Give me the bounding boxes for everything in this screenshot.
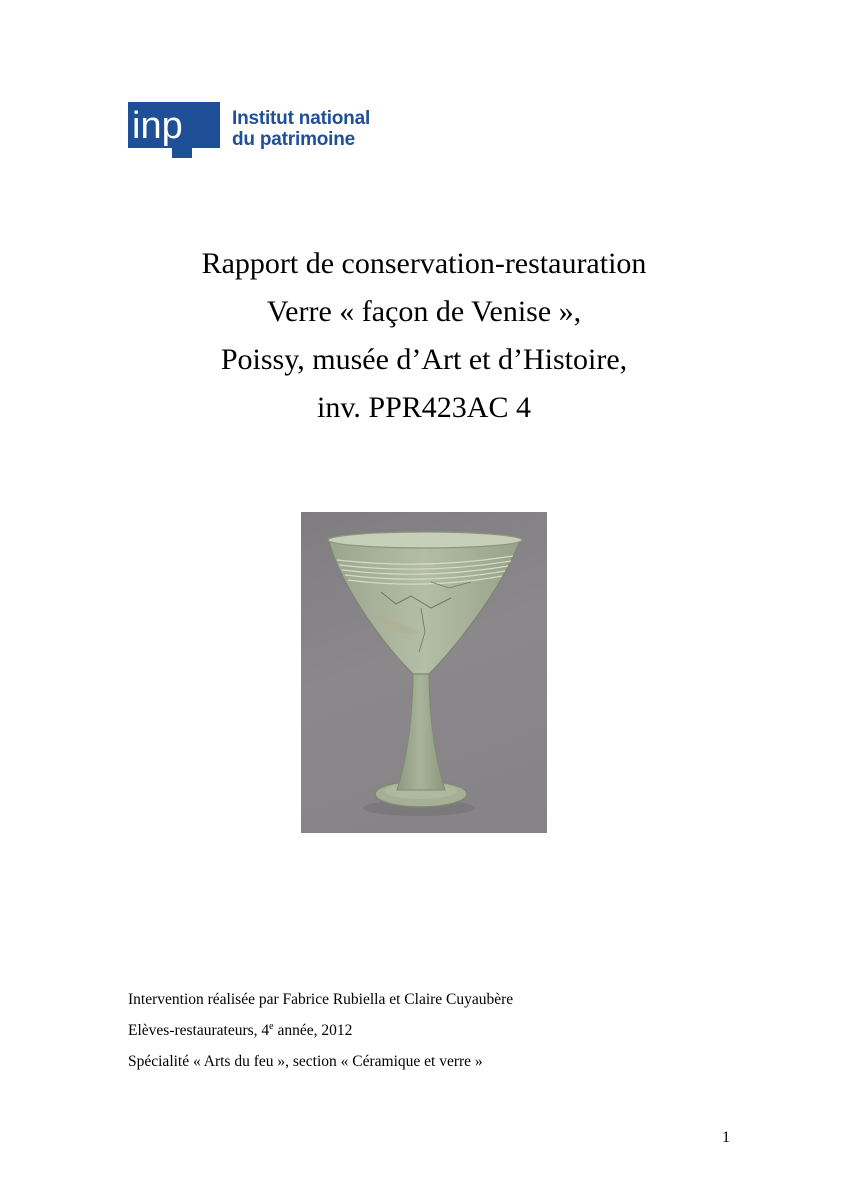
goblet-photo [301, 512, 547, 833]
credits-students-prefix: Elèves-restaurateurs, 4 [128, 1022, 270, 1039]
title-line-3: Poissy, musée d’Art et d’Histoire, [220, 343, 628, 376]
inp-logo [128, 102, 398, 162]
credits-specialty: Spécialité « Arts du feu », section « Céramique et verre » [128, 1053, 483, 1070]
title-line-4: inv. PPR423AC 4 [317, 391, 531, 424]
inp-logo-mark [128, 102, 220, 154]
logo-name-line2: du patrimoine [232, 129, 356, 150]
goblet-illustration [301, 512, 547, 833]
inp-logo-name [232, 108, 370, 150]
credits-intervention: Intervention réalisée par Fabrice Rubiella et Claire Cuyaubère [128, 991, 514, 1008]
credits-students-suffix: année, 2012 [273, 1022, 353, 1039]
credits-students [128, 1015, 513, 1046]
report-title [0, 240, 848, 432]
title-line-2: Verre « façon de Venise », [266, 295, 582, 328]
credits [128, 984, 513, 1077]
title-line-1: Rapport de conservation-restauration [201, 247, 647, 280]
credits-students-sup: e [269, 1020, 274, 1032]
page-number: 1 [722, 1129, 730, 1146]
inp-logo-abbr: inp [132, 105, 183, 147]
logo-name-line1: Institut national [232, 108, 371, 129]
